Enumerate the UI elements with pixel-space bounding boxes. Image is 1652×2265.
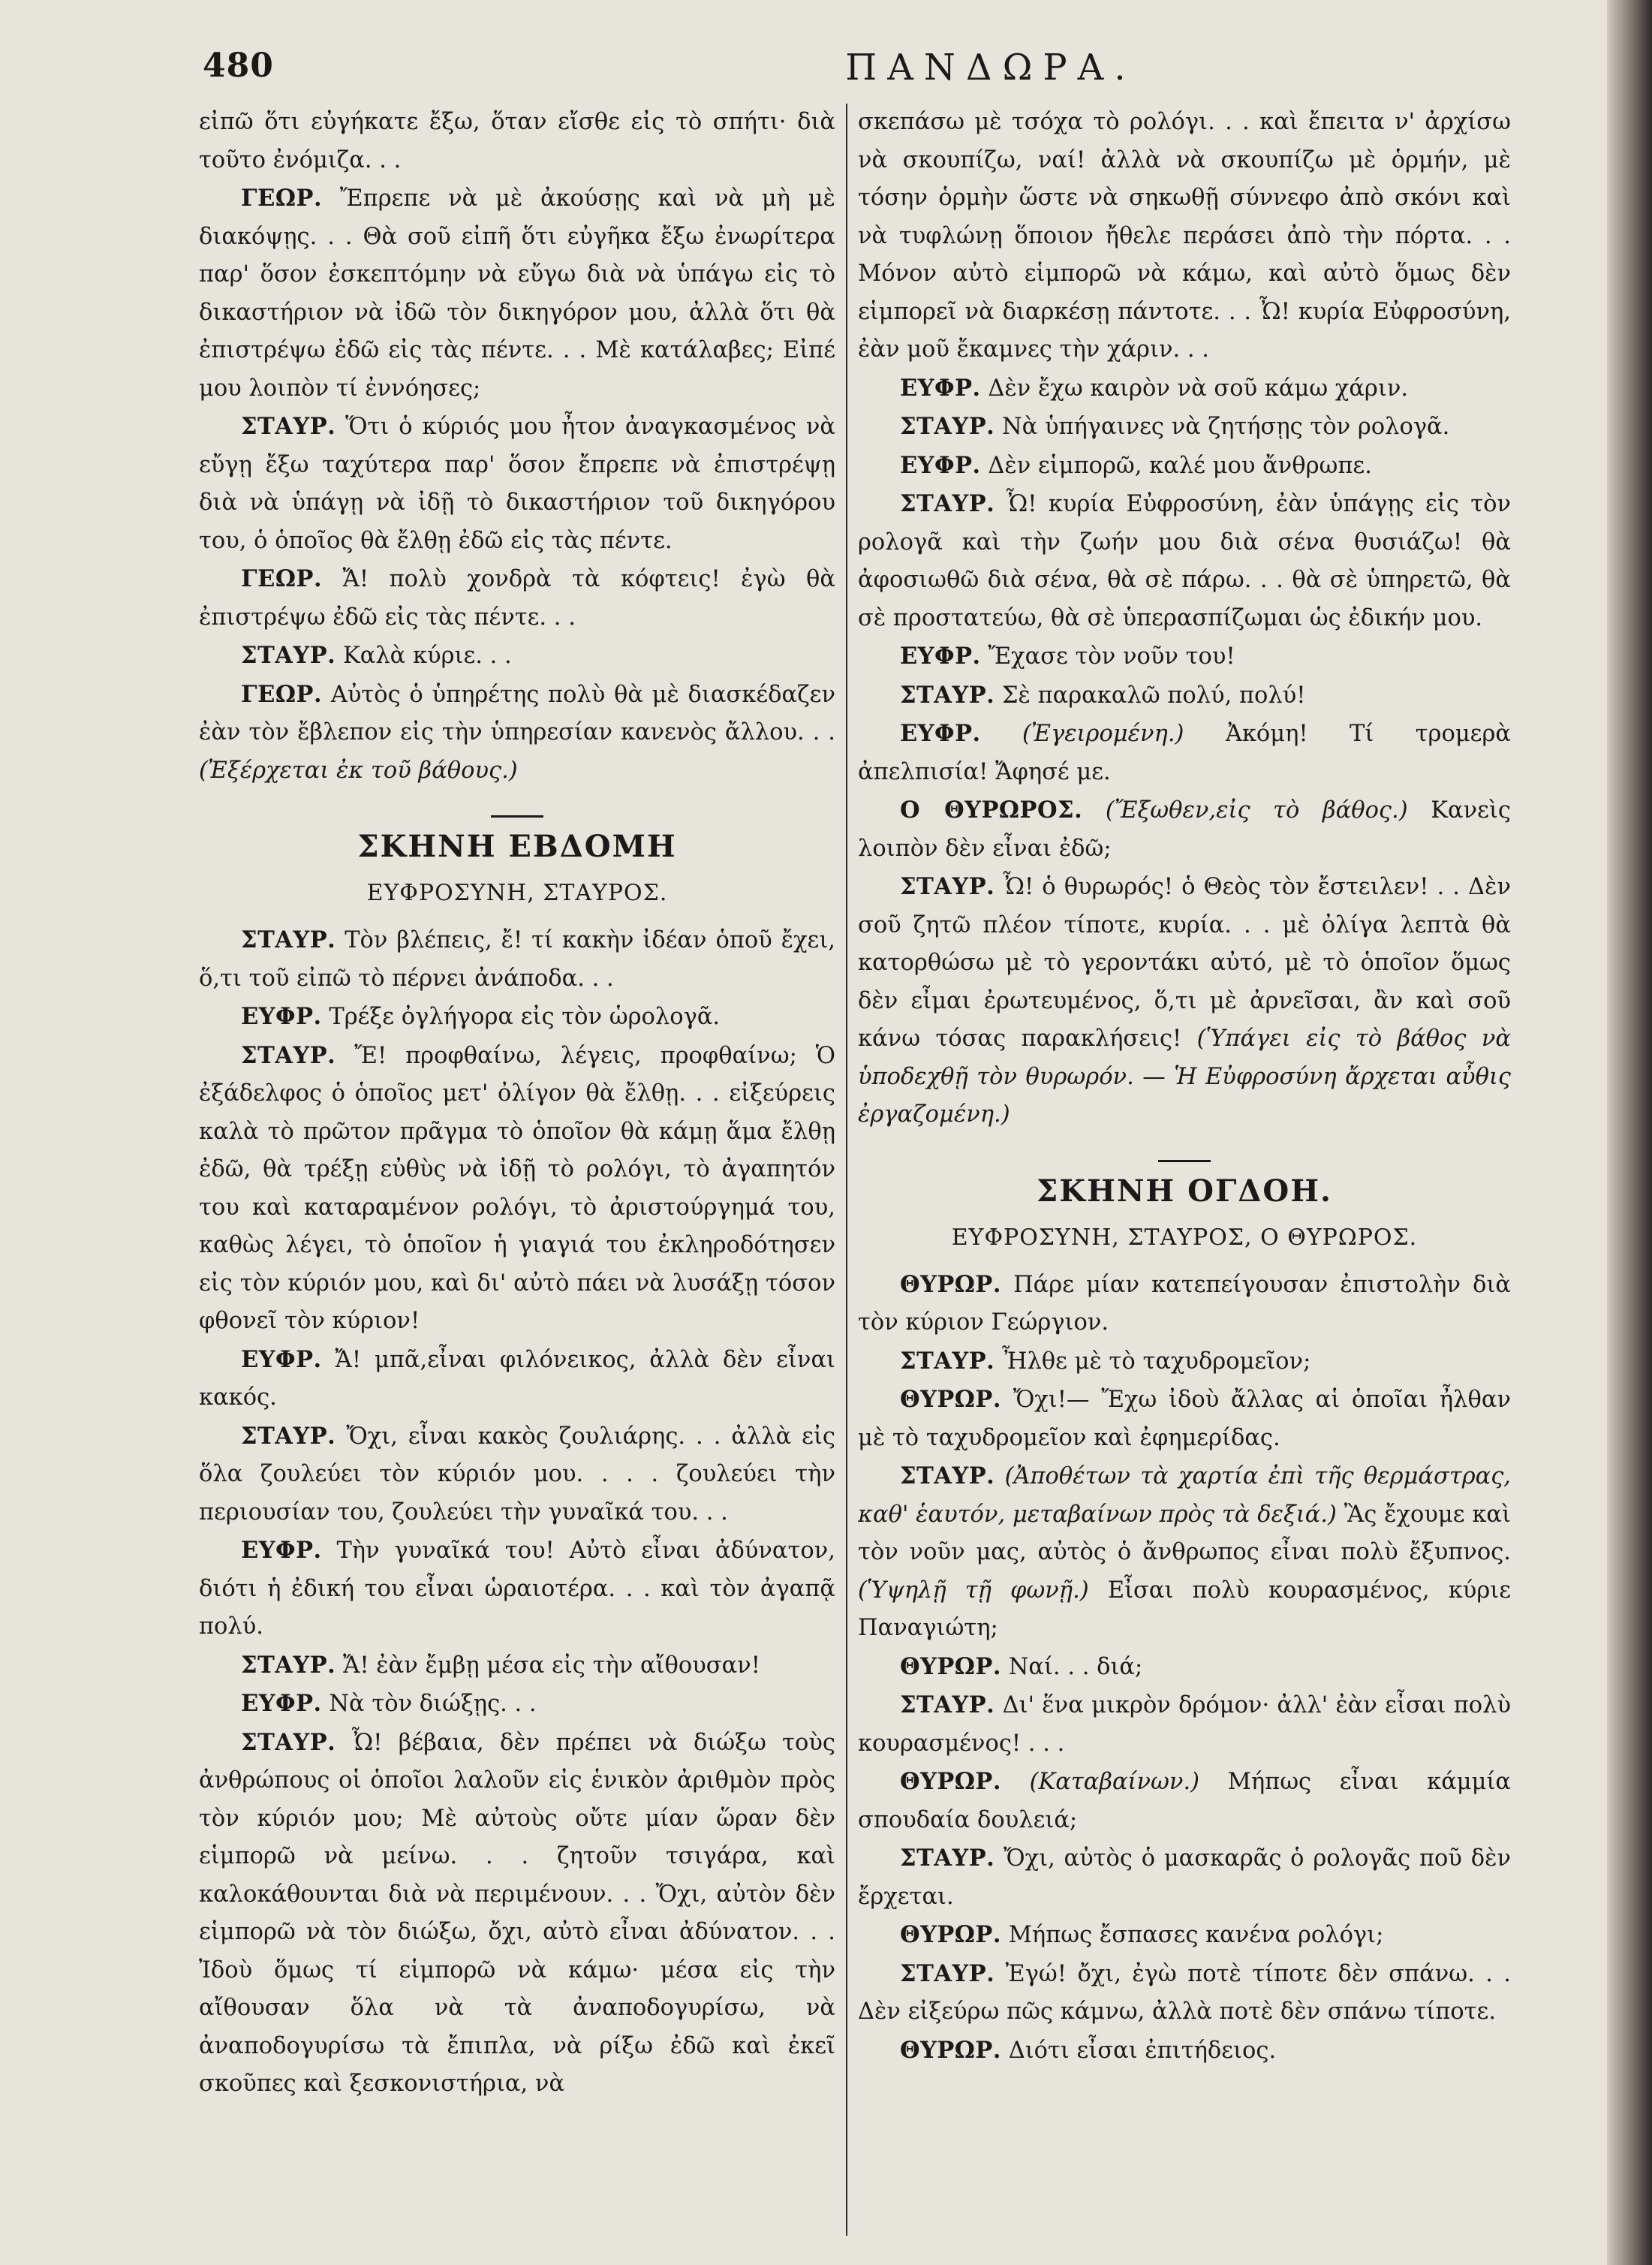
speaker-name: Ο ΘΥΡΩΡΟΣ. xyxy=(900,797,1083,824)
speaker-name: ΕΥΦΡ. xyxy=(900,720,981,747)
speaker-name: ΘΥΡΩΡ. xyxy=(900,1768,1001,1795)
dialogue-line xyxy=(858,715,1511,791)
speaker-name: ΣΤΑΥΡ. xyxy=(900,873,995,900)
dialogue-text: Ναί. . . διά; xyxy=(1008,1653,1143,1680)
dialogue-line xyxy=(858,1916,1511,1955)
dialogue-line xyxy=(858,1457,1511,1648)
dialogue-text: Ἦλθε μὲ τὸ ταχυδρομεῖον; xyxy=(1001,1348,1311,1375)
speaker-name: ΕΥΦΡ. xyxy=(241,1345,322,1373)
speaker-name: ΕΥΦΡ. xyxy=(241,1003,322,1030)
speaker-name: ΣΤΑΥΡ. xyxy=(900,1347,995,1375)
scene-heading: ΣΚΗΝΗ ΟΓΔΟΗ. xyxy=(1037,1173,1332,1209)
speaker-name: ΣΤΑΥΡ. xyxy=(900,1691,995,1718)
dialogue-text: Ὄχι, αὐτὸς ὁ μασκαρᾶς ὁ ρολογᾶς ποῦ δὲν ἔρχεται. xyxy=(858,1845,1511,1910)
dialogue-text: Δὲν εἱμπορῶ, καλέ μου ἄνθρωπε. xyxy=(988,452,1372,479)
dialogue-line xyxy=(199,1532,835,1646)
dialogue-text: Νὰ ὑπήγαινες νὰ ζητήσῃς τὸν ρολογᾶ. xyxy=(1001,414,1450,440)
speaker-name: ΣΤΑΥΡ. xyxy=(241,642,336,669)
speaker-name: ΕΥΦΡ. xyxy=(900,374,981,402)
dialogue-line xyxy=(858,1342,1511,1381)
dialogue-text: Ἄ! πολὺ χονδρὰ τὰ κόφτεις! ἐγὼ θὰ ἐπιστρέψω ἐδῶ εἰς τὰς πέντε. . . xyxy=(199,566,835,631)
dialogue-line xyxy=(858,1266,1511,1342)
stage-direction: (Ὑψηλῇ τῇ φωνῇ.) xyxy=(858,1577,1089,1604)
speaker-name: ΣΤΑΥΡ. xyxy=(900,681,995,709)
column-divider xyxy=(846,104,847,2236)
dialogue-text: Τὸν βλέπεις, ἔ! τί κακὴν ἰδέαν ὁποῦ ἔχει, ὅ,τι τοῦ εἰπῶ τὸ πέρνει ἀνάποδα. . . xyxy=(199,927,835,992)
speaker-name: ΣΤΑΥΡ. xyxy=(241,413,336,440)
dialogue-text: Τὴν γυναῖκά του! Αὐτὸ εἶναι ἀδύνατον, διότι ἡ ἐδική του εἶναι ὡραιοτέρα. . . καὶ τὸν ἀγαπᾷ πολύ. xyxy=(199,1538,835,1640)
speaker-name: ΣΤΑΥΡ. xyxy=(241,926,336,953)
dialogue-line xyxy=(199,1417,835,1532)
dialogue-text: Ἄ! ἐὰν ἔμβῃ μέσα εἰς τὴν αἴθουσαν! xyxy=(342,1652,760,1679)
dialogue-line xyxy=(199,998,835,1037)
dialogue-text: Τρέξε ὀγλήγορα εἰς τὸν ὡρολογᾶ. xyxy=(329,1004,721,1030)
dialogue-line xyxy=(199,179,835,408)
speaker-name: ΣΤΑΥΡ. xyxy=(241,1651,336,1679)
dialogue-text: Ἔπρεπε νὰ μὲ ἀκούσῃς καὶ νὰ μὴ μὲ διακόψῃς. . . Θὰ σοῦ εἰπῆ ὅτι εὐγῆκα ἔξω ἐνωρίτερα παρ' ὅσον ἐσκεπτόμην νὰ εὔγω διὰ νὰ ὑπάγω εἰς τὸ δικαστήριον νὰ ἰδῶ τὸν δικηγόρον μου, ἀλλὰ ὅτι θὰ ἐπιστρέψω ἐδῶ εἰς τὰς πέντε. . . Μὲ κατάλαβες; Εἰπέ μου λοιπὸν τί ἐννόησες; xyxy=(199,185,835,402)
speaker-name: ΘΥΡΩΡ. xyxy=(900,1386,1001,1413)
dialogue-line xyxy=(858,2032,1511,2071)
dialogue-line xyxy=(858,1648,1511,1687)
dialogue-text: Ὄχι, εἶναι κακὸς ζουλιάρης. . . ἀλλὰ εἰς ὅλα ζουλεύει τὸν κύριόν μου. . . . ζουλεύει τὴν περιουσίαν του, ζουλεύει τὴν γυναῖκά του. . . xyxy=(199,1423,835,1526)
speaker-name: ΘΥΡΩΡ. xyxy=(900,1652,1001,1680)
speaker-name: ΣΤΑΥΡ. xyxy=(900,1959,995,1987)
dialogue-text: Μήπως εἶναι κάμμία σπουδαία δουλειά; xyxy=(858,1769,1511,1833)
dialogue-text: Πάρε μίαν κατεπείγουσαν ἐπιστολὴν διὰ τὸν κύριον Γεώργιον. xyxy=(858,1271,1511,1336)
dialogue-line xyxy=(858,1763,1511,1839)
dialogue-line xyxy=(199,1685,835,1724)
dialogue-line xyxy=(199,1341,835,1417)
speaker-name: ΕΥΦΡ. xyxy=(241,1690,322,1717)
scene-divider xyxy=(491,815,543,818)
dialogue-line xyxy=(199,560,835,637)
speaker-name: ΘΥΡΩΡ. xyxy=(900,1921,1001,1948)
dialogue-text: Ἀκόμη! Τί τρομερὰ ἀπελπισία! Ἄφησέ με. xyxy=(858,721,1511,785)
dialogue-line xyxy=(858,1839,1511,1916)
scene-divider xyxy=(1158,1160,1211,1162)
dialogue-line xyxy=(858,1955,1511,2032)
dialogue-text: Σὲ παρακαλῶ πολύ, πολύ! xyxy=(1001,682,1306,709)
dialogue-text: Ἔ! προφθαίνω, λέγεις, προφθαίνω; Ὁ ἐξάδελφος ὁ ὁποῖος μετ' ὀλίγον θὰ ἔλθῃ. . . εἰξεύρεις καλὰ τὸ πρῶτον πρᾶγμα τὸ ὁποῖον θὰ κάμῃ ἅμα ἔλθῃ ἐδῶ, θὰ τρέξῃ εὐθὺς νὰ ἰδῇ τὸ ρολόγι, τὸ ἀγαπητόν του καὶ καταραμένον ρολόγι, τὸ ἀριστούργημά του, καθὼς λέγει, τὸ ὁποῖον ἡ γιαγιά του ἐκληροδότησεν εἰς τὸν κύριόν μου, καὶ δι' αὐτὸ πάει νὰ λυσάξῃ τόσον φθονεῖ τὸν κύριον! xyxy=(199,1042,835,1334)
dialogue-line xyxy=(199,1724,835,2104)
stage-direction: (Καταβαίνων.) xyxy=(1029,1769,1200,1795)
dialogue-text: Ὅτι ὁ κύριός μου ἦτον ἀναγκασμένος νὰ εὔγῃ ἔξω ταχύτερα παρ' ὅσον ἔπρεπε νὰ ἐπιστρέψῃ διὰ νὰ ὑπάγῃ νὰ ἰδῇ τὸ δικαστήριον τοῦ δικηγόρου του, ὁ ὁποῖος θὰ ἔλθῃ ἐδῶ εἰς τὰς πέντε. xyxy=(199,414,835,554)
speaker-name: ΣΤΑΥΡ. xyxy=(900,1462,995,1489)
speaker-name: ΓΕΩΡ. xyxy=(241,680,323,708)
stage-direction: (Ὑπάγει εἰς τὸ βάθος νὰ ὑποδεχθῇ τὸν θυρωρόν. — Ἡ Εὐφροσύνη ἄρχεται αὖθις ἐργαζομένη.) xyxy=(858,1026,1511,1128)
dialogue-line xyxy=(858,1686,1511,1763)
dialogue-line xyxy=(199,637,835,676)
speaker-name: ΘΥΡΩΡ. xyxy=(900,2036,1001,2064)
dialogue-line xyxy=(858,1381,1511,1457)
dialogue-text: Εἶσαι πολὺ κουρασμένος, κύριε Παναγιώτη; xyxy=(858,1577,1511,1641)
dialogue-text: Ὄχι!— Ἔχω ἰδοὺ ἄλλας αἱ ὁποῖαι ἦλθαν μὲ τὸ ταχυδρομεῖον καὶ ἐφημερίδας. xyxy=(858,1387,1511,1451)
dialogue-line xyxy=(199,1646,835,1685)
scene-cast: ΕΥΦΡΟΣΥΝΗ, ΣΤΑΥΡΟΣ. xyxy=(366,880,668,906)
stage-direction: (Ἐξέρχεται ἐκ τοῦ βάθους.) xyxy=(199,757,518,784)
right-column xyxy=(858,104,1511,2236)
stage-direction: (Ἀποθέτων τὰ χαρτία ἐπὶ τῆς θερμάστρας, καθ' ἑαυτόν, μεταβαίνων πρὸς τὰ δεξιά.) xyxy=(858,1463,1511,1528)
paragraph xyxy=(858,104,1511,369)
running-title: ΠΑΝΔΩΡΑ. xyxy=(845,47,1136,89)
dialogue-line xyxy=(199,408,835,560)
speaker-name: ΘΥΡΩΡ. xyxy=(900,1270,1001,1298)
dialogue-text: Μήπως ἔσπασες κανένα ρολόγι; xyxy=(1008,1922,1384,1948)
dialogue-line xyxy=(858,369,1511,408)
page-number: 480 xyxy=(203,47,274,85)
scene-heading: ΣΚΗΝΗ ΕΒΔΟΜΗ xyxy=(357,829,677,864)
paragraph-text: εἰπῶ ὅτι εὐγήκατε ἔξω, ὅταν εἴσθε εἰς τὸ σπήτι· διὰ τοῦτο ἐνόμιζα. . . xyxy=(199,109,835,173)
speaker-name: ΣΤΑΥΡ. xyxy=(241,1422,336,1450)
left-column xyxy=(199,104,835,2236)
dialogue-line xyxy=(858,791,1511,868)
dialogue-text: Καλὰ κύριε. . . xyxy=(342,643,512,669)
dialogue-text: Ἂς ἔχουμε καὶ τὸν νοῦν μας, αὐτὸς ὁ ἄνθρωπος εἶναι πολὺ ἔξυπνος. xyxy=(858,1501,1511,1565)
dialogue-line xyxy=(199,921,835,998)
speaker-name: ΣΤΑΥΡ. xyxy=(241,1041,336,1069)
speaker-name: ΕΥΦΡ. xyxy=(241,1537,322,1564)
speaker-name: ΕΥΦΡ. xyxy=(900,643,981,670)
paragraph xyxy=(199,104,835,179)
dialogue-line xyxy=(858,637,1511,676)
dialogue-line xyxy=(858,676,1511,715)
dialogue-line xyxy=(199,676,835,791)
speaker-name: ΓΕΩΡ. xyxy=(241,185,323,212)
dialogue-line xyxy=(858,485,1511,637)
dialogue-text: Δι' ἕνα μικρὸν δρόμον· ἀλλ' ἐὰν εἶσαι πολὺ κουρασμένος! . . . xyxy=(858,1692,1511,1757)
dialogue-text: Κανεὶς λοιπὸν δὲν εἶναι ἐδῶ; xyxy=(858,797,1511,862)
speaker-name: ΣΤΑΥΡ. xyxy=(900,1845,995,1872)
dialogue-text: Δὲν ἔχω καιρὸν νὰ σοῦ κάμω χάριν. xyxy=(988,375,1409,402)
dialogue-text: Νὰ τὸν διώξῃς. . . xyxy=(329,1691,537,1717)
dialogue-text: Ἔχασε τὸν νοῦν του! xyxy=(988,643,1235,670)
dialogue-line xyxy=(858,868,1511,1134)
scene-cast: ΕΥΦΡΟΣΥΝΗ, ΣΤΑΥΡΟΣ, Ο ΘΥΡΩΡΟΣ. xyxy=(951,1224,1418,1251)
page-header xyxy=(203,47,1591,107)
dialogue-text: Ὦ! κυρία Εὐφροσύνη, ἐὰν ὑπάγῃς εἰς τὸν ρολογᾶ καὶ τὴν ζωήν μου διὰ σένα θυσιάζω! θὰ ἀφοσιωθῶ διὰ σένα, θὰ σὲ πάρω. . . θὰ σὲ ὑπηρετῶ, θὰ σὲ προστατεύω, θὰ σὲ ὑπερασπίζωμαι ὡς ἐδικήν μου. xyxy=(858,491,1511,631)
stage-direction: (Ἐγειρομένη.) xyxy=(1022,721,1184,747)
dialogue-text: Ὦ! ὁ θυρωρός! ὁ Θεὸς τὸν ἔστειλεν! . . Δὲν σοῦ ζητῶ πλέον τίποτε, κυρία. . . μὲ ὀλίγα λεπτὰ θὰ κατορθώσω μὲ τὸ γεροντάκι αὐτό, μὲ τὸ ὁποῖον ὅμως δὲν εἶμαι ἐρωτευμένος, ὅ,τι μὲ ἀρνεῖσαι, ἂν καὶ σοῦ κάνω τόσας παρακλήσεις! xyxy=(858,874,1511,1052)
dialogue-line xyxy=(199,1037,835,1341)
speaker-name: ΣΤΑΥΡ. xyxy=(241,1728,336,1756)
dialogue-text: Ὦ! βέβαια, δὲν πρέπει νὰ διώξω τοὺς ἀνθρώπους οἱ ὁποῖοι λαλοῦν εἰς ἑνικὸν ἀριθμὸν πρὸς τὸν κύριόν μου; Μὲ αὐτοὺς οὔτε μίαν ὥραν δὲν εἱμπορῶ νὰ μείνω. . . ζητοῦν τσιγάρα, καὶ καλοκάθουνται διὰ νὰ περιμένουν. . . Ὄχι, αὐτὸν δὲν εἱμπορῶ νὰ τὸν διώξω, ὄχι, αὐτὸ εἶναι ἀδύνατον. . . Ἰδοὺ ὅμως τί εἱμπορῶ νὰ κάμω· μέσα εἰς τὴν αἴθουσαν ὅλα νὰ τὰ ἀναποδογυρίσω, νὰ ἀναποδογυρίσω τὰ ἔπιπλα, νὰ ρίξω ἐδῶ καὶ ἐκεῖ σκοῦπες καὶ ξεσκονιστήρια, νὰ xyxy=(199,1729,835,2097)
paragraph-text: σκεπάσω μὲ τσόχα τὸ ρολόγι. . . καὶ ἔπειτα ν' ἀρχίσω νὰ σκουπίζω, ναί! ἀλλὰ νὰ σκουπίζω μὲ ὁρμήν, μὲ τόσην ὁρμὴν ὥστε νὰ σηκωθῇ σύννεφο ἀπὸ σκόνι καὶ νὰ τυφλώνῃ ὅποιον ἤθελε περάσει ἀπὸ τὴν πόρτα. . . Μόνον αὐτὸ εἱμπορῶ νὰ κάμω, καὶ αὐτὸ ὅμως δὲν εἱμπορεῖ νὰ διαρκέσῃ πάντοτε. . . Ὦ! κυρία Εὐφροσύνη, ἐὰν μοῦ ἔκαμνες τὴν χάριν. . . xyxy=(858,109,1511,363)
dialogue-text: Ἐγώ! ὄχι, ἐγὼ ποτὲ τίποτε δὲν σπάνω. . . Δὲν εἰξεύρω πῶς κάμνω, ἀλλὰ ποτὲ δὲν σπάνω τίποτε. xyxy=(858,1960,1511,2025)
speaker-name: ΓΕΩΡ. xyxy=(241,565,323,592)
book-spine-shadow xyxy=(1607,0,1652,2265)
dialogue-line xyxy=(858,447,1511,486)
speaker-name: ΕΥΦΡ. xyxy=(900,451,981,479)
stage-direction: (Ἔξωθεν,εἰς τὸ βάθος.) xyxy=(1105,797,1408,824)
dialogue-text: Ἄ! μπᾶ,εἶναι φιλόνεικος, ἀλλὰ δὲν εἶναι κακός. xyxy=(199,1346,835,1411)
speaker-name: ΣΤΑΥΡ. xyxy=(900,490,995,517)
dialogue-text: Διότι εἶσαι ἐπιτήδειος. xyxy=(1008,2037,1277,2064)
dialogue-line xyxy=(858,408,1511,447)
dialogue-text: Αὐτὸς ὁ ὑπηρέτης πολὺ θὰ μὲ διασκέδαζεν ἐὰν τὸν ἔβλεπον εἰς τὴν ὑπηρεσίαν κανενὸς ἄλλου. . . xyxy=(199,681,835,745)
speaker-name: ΣΤΑΥΡ. xyxy=(900,413,995,440)
